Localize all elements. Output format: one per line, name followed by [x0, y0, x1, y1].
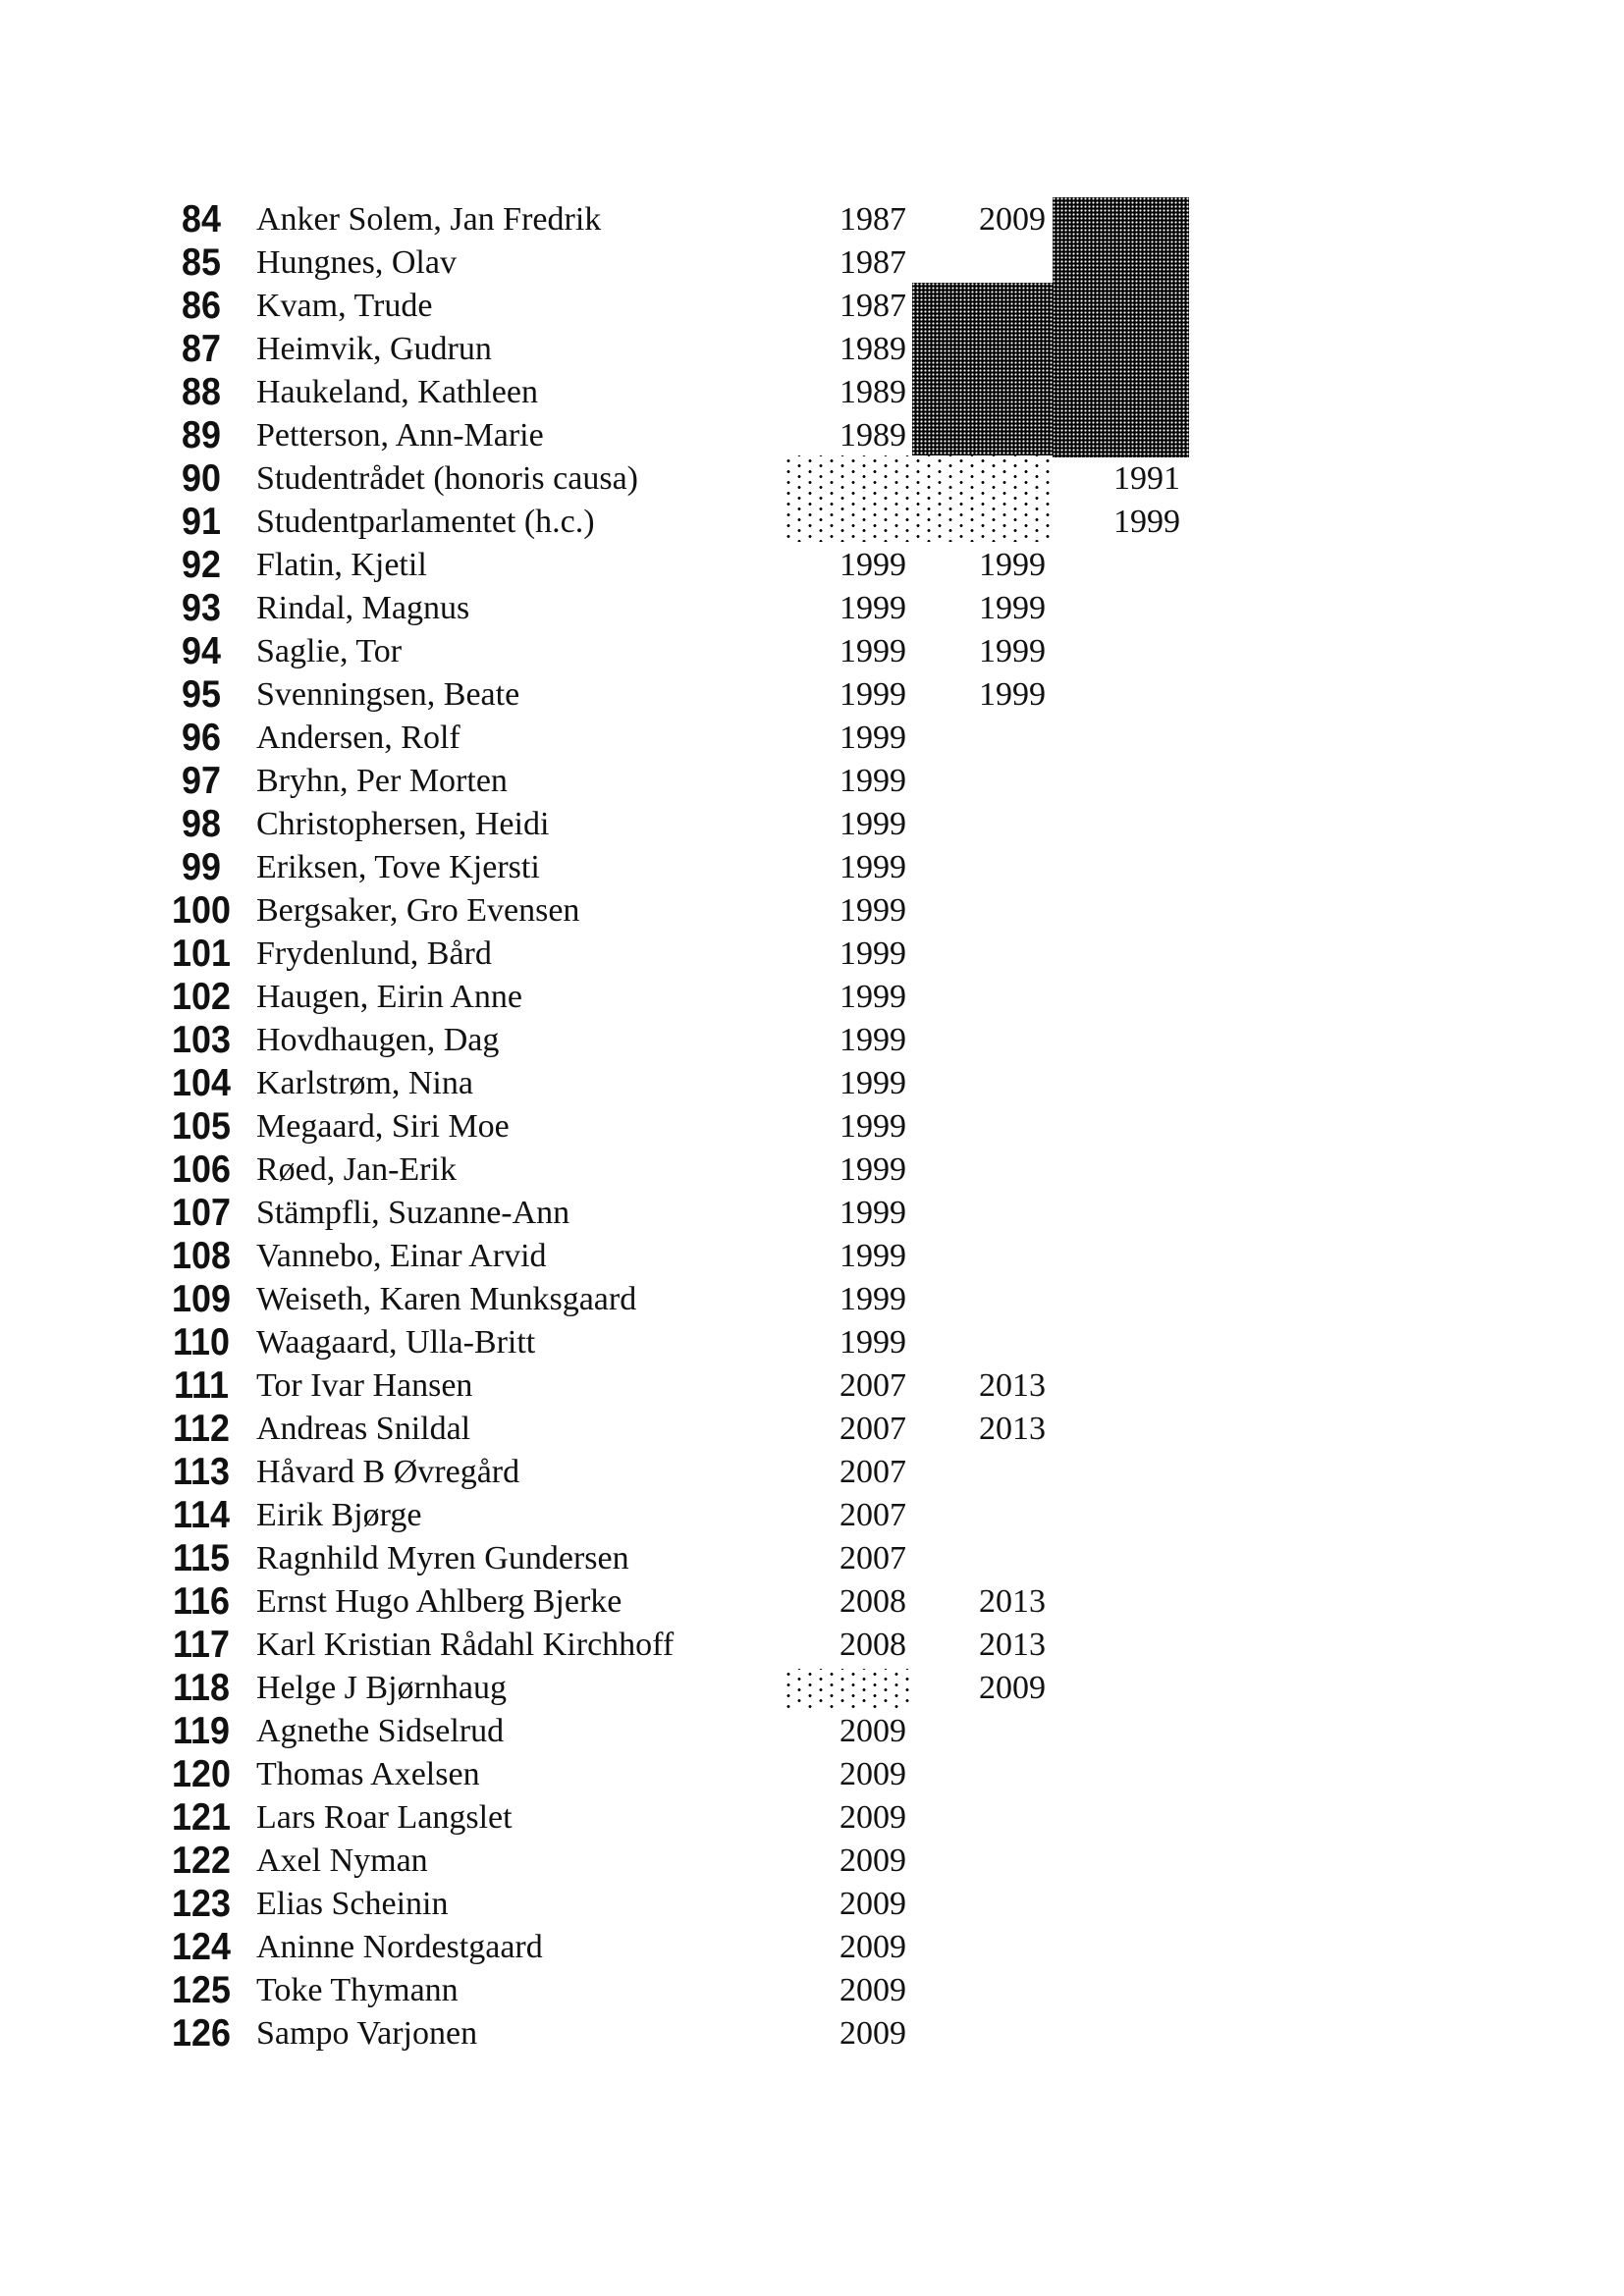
entry-year-y1: 2008 — [839, 1627, 906, 1663]
entry-year-y1: 1999 — [839, 1022, 906, 1058]
list-item — [0, 803, 1624, 846]
list-item — [0, 1321, 1624, 1364]
list-item — [0, 1624, 1624, 1667]
entry-year-y1: 1999 — [839, 1238, 906, 1274]
list-item — [0, 1451, 1624, 1494]
list-item — [0, 717, 1624, 760]
entry-number: 125 — [172, 1969, 231, 2011]
entry-year-y1: 1987 — [839, 244, 906, 281]
entry-number: 101 — [172, 933, 231, 975]
entry-number: 97 — [182, 760, 221, 802]
entry-number: 105 — [172, 1105, 231, 1148]
entry-year-y2: 1999 — [979, 590, 1046, 626]
list-item — [0, 285, 1624, 328]
entry-name: Flatin, Kjetil — [256, 547, 427, 583]
entry-year-y1: 1999 — [839, 892, 906, 929]
list-item — [0, 933, 1624, 976]
entry-number: 98 — [182, 803, 221, 845]
list-item — [0, 1062, 1624, 1105]
entry-year-y2: 2013 — [979, 1411, 1046, 1447]
entry-name: Ragnhild Myren Gundersen — [256, 1540, 629, 1576]
entry-number: 126 — [172, 2012, 231, 2055]
entry-number: 108 — [172, 1235, 231, 1277]
entry-number: 91 — [182, 501, 221, 543]
entry-year-y2: 2009 — [979, 201, 1046, 238]
entry-year-y2: 1999 — [979, 547, 1046, 583]
entry-name: Agnethe Sidselrud — [256, 1713, 505, 1749]
entry-year-y1: 1989 — [839, 417, 906, 454]
entry-name: Haugen, Eirin Anne — [256, 979, 522, 1015]
list-item — [0, 889, 1624, 933]
list-item — [0, 1710, 1624, 1753]
entry-number: 89 — [182, 414, 221, 456]
list-item — [0, 2012, 1624, 2056]
entry-number: 111 — [174, 1364, 229, 1407]
entry-year-y2: 1999 — [979, 633, 1046, 669]
entry-year-y1: 2007 — [839, 1497, 906, 1533]
entry-year-y1: 1987 — [839, 201, 906, 238]
list-item — [0, 1580, 1624, 1624]
list-item — [0, 198, 1624, 241]
entry-year-y2: 2013 — [979, 1367, 1046, 1404]
list-item — [0, 1235, 1624, 1278]
entry-year-y1: 2009 — [839, 1713, 906, 1749]
entry-name: Axel Nyman — [256, 1842, 428, 1879]
list-item — [0, 1105, 1624, 1148]
entry-number: 113 — [173, 1451, 230, 1493]
entry-year-y3: 1991 — [1113, 460, 1180, 497]
list-item — [0, 1148, 1624, 1192]
entry-name: Toke Thymann — [256, 1972, 459, 2008]
list-item — [0, 1926, 1624, 1969]
entry-number: 93 — [182, 587, 221, 629]
entry-year-y1: 1989 — [839, 374, 906, 410]
entry-number: 124 — [172, 1926, 231, 1968]
entry-number: 109 — [172, 1278, 231, 1320]
entry-year-y1: 1999 — [839, 676, 906, 713]
list-item — [0, 1019, 1624, 1062]
entry-number: 104 — [172, 1062, 231, 1104]
entry-year-y1: 2009 — [839, 1756, 906, 1792]
entry-year-y1: 1999 — [839, 849, 906, 885]
list-item — [0, 1494, 1624, 1537]
entry-number: 84 — [182, 198, 221, 240]
entry-name: Frydenlund, Bård — [256, 935, 492, 972]
list-item — [0, 1192, 1624, 1235]
list-item — [0, 501, 1624, 544]
entry-year-y1: 2009 — [839, 1929, 906, 1965]
entry-name: Haukeland, Kathleen — [256, 374, 538, 410]
list-item — [0, 1753, 1624, 1796]
entry-number: 110 — [173, 1321, 230, 1363]
entry-number: 92 — [182, 544, 221, 586]
entry-number: 90 — [182, 457, 221, 500]
entry-name: Røed, Jan-Erik — [256, 1151, 457, 1188]
entry-number: 122 — [172, 1840, 231, 1882]
entry-name: Heimvik, Gudrun — [256, 331, 492, 367]
entry-year-y3: 1999 — [1113, 504, 1180, 540]
entry-year-y1: 2008 — [839, 1583, 906, 1620]
entry-number: 96 — [182, 717, 221, 759]
entry-name: Lars Roar Langslet — [256, 1799, 513, 1836]
entry-year-y1: 1999 — [839, 720, 906, 756]
entry-year-y1: 1999 — [839, 547, 906, 583]
entry-name: Christophersen, Heidi — [256, 806, 550, 842]
entry-year-y1: 2009 — [839, 1799, 906, 1836]
entry-name: Vannebo, Einar Arvid — [256, 1238, 547, 1274]
list-item — [0, 1883, 1624, 1926]
entry-number: 117 — [173, 1624, 230, 1666]
entry-year-y1: 1999 — [839, 633, 906, 669]
entry-year-y1: 2009 — [839, 2015, 906, 2052]
entry-name: Hovdhaugen, Dag — [256, 1022, 500, 1058]
entry-number: 88 — [182, 371, 221, 413]
entry-name: Weiseth, Karen Munksgaard — [256, 1281, 637, 1317]
entry-name: Eirik Bjørge — [256, 1497, 422, 1533]
entry-number: 106 — [172, 1148, 231, 1191]
entry-name: Stämpfli, Suzanne-Ann — [256, 1195, 570, 1231]
list-item — [0, 328, 1624, 371]
entry-year-y1: 2009 — [839, 1886, 906, 1922]
entry-number: 86 — [182, 285, 221, 327]
entry-number: 119 — [173, 1710, 230, 1752]
entry-name: Tor Ivar Hansen — [256, 1367, 473, 1404]
entry-number: 112 — [173, 1408, 230, 1450]
entry-year-y2: 2013 — [979, 1583, 1046, 1620]
entry-year-y1: 2007 — [839, 1454, 906, 1490]
entry-name: Andersen, Rolf — [256, 720, 460, 756]
list-item — [0, 414, 1624, 457]
list-item — [0, 1537, 1624, 1580]
entry-year-y1: 1999 — [839, 1324, 906, 1361]
entry-name: Thomas Axelsen — [256, 1756, 480, 1792]
list-item — [0, 241, 1624, 285]
list-item — [0, 587, 1624, 630]
entry-name: Karlstrøm, Nina — [256, 1065, 473, 1101]
entry-number: 114 — [173, 1494, 230, 1536]
entry-number: 87 — [182, 328, 221, 370]
entry-name: Aninne Nordestgaard — [256, 1929, 543, 1965]
list-item — [0, 760, 1624, 803]
entry-year-y1: 2009 — [839, 1842, 906, 1879]
entry-name: Bergsaker, Gro Evensen — [256, 892, 580, 929]
list-item — [0, 1408, 1624, 1451]
entry-number: 115 — [173, 1537, 230, 1579]
entry-year-y2: 1999 — [979, 676, 1046, 713]
entry-year-y1: 1989 — [839, 331, 906, 367]
list-item — [0, 457, 1624, 501]
entry-number: 116 — [173, 1580, 230, 1623]
entry-year-y1: 2007 — [839, 1540, 906, 1576]
entry-name: Petterson, Ann-Marie — [256, 417, 544, 454]
list-item — [0, 371, 1624, 414]
entry-number: 120 — [172, 1753, 231, 1795]
entry-name: Andreas Snildal — [256, 1411, 471, 1447]
entry-name: Eriksen, Tove Kjersti — [256, 849, 540, 885]
entry-year-y1: 1999 — [839, 1108, 906, 1145]
entry-number: 107 — [172, 1192, 231, 1234]
entry-name: Helge J Bjørnhaug — [256, 1670, 507, 1706]
entry-name: Karl Kristian Rådahl Kirchhoff — [256, 1627, 675, 1663]
entry-name: Ernst Hugo Ahlberg Bjerke — [256, 1583, 623, 1620]
entry-number: 123 — [172, 1883, 231, 1925]
entry-year-y1: 2009 — [839, 1972, 906, 2008]
entry-year-y1: 1999 — [839, 806, 906, 842]
entry-number: 121 — [172, 1796, 231, 1839]
entry-number: 94 — [182, 630, 221, 672]
entry-year-y1: 1999 — [839, 1281, 906, 1317]
entry-year-y1: 1999 — [839, 935, 906, 972]
list-item — [0, 1667, 1624, 1710]
entry-year-y1: 1999 — [839, 763, 906, 799]
entry-year-y1: 1999 — [839, 979, 906, 1015]
entry-number: 100 — [172, 889, 231, 932]
entry-number: 85 — [182, 241, 221, 284]
entry-name: Bryhn, Per Morten — [256, 763, 508, 799]
list-item — [0, 976, 1624, 1019]
entry-name: Elias Scheinin — [256, 1886, 449, 1922]
entry-name: Håvard B Øvregård — [256, 1454, 520, 1490]
entry-name: Sampo Varjonen — [256, 2015, 478, 2052]
entry-year-y1: 2007 — [839, 1367, 906, 1404]
entry-number: 102 — [172, 976, 231, 1018]
list-item — [0, 846, 1624, 889]
entry-name: Svenningsen, Beate — [256, 676, 520, 713]
entry-number: 103 — [172, 1019, 231, 1061]
entry-year-y1: 2007 — [839, 1411, 906, 1447]
entry-name: Waagaard, Ulla-Britt — [256, 1324, 536, 1361]
list-item — [0, 673, 1624, 717]
list-item — [0, 630, 1624, 673]
entry-name: Studentrådet (honoris causa) — [256, 460, 638, 497]
entry-year-y1: 1999 — [839, 590, 906, 626]
list-item — [0, 1840, 1624, 1883]
entry-year-y1: 1999 — [839, 1195, 906, 1231]
entry-year-y2: 2009 — [979, 1670, 1046, 1706]
entry-name: Kvam, Trude — [256, 288, 433, 324]
entry-name: Studentparlamentet (h.c.) — [256, 504, 595, 540]
entry-year-y1: 1999 — [839, 1065, 906, 1101]
entry-name: Anker Solem, Jan Fredrik — [256, 201, 602, 238]
entry-name: Megaard, Siri Moe — [256, 1108, 510, 1145]
entry-number: 118 — [173, 1667, 230, 1709]
list-item — [0, 1278, 1624, 1321]
list-item — [0, 1364, 1624, 1408]
list-item — [0, 1796, 1624, 1840]
list-item — [0, 544, 1624, 587]
entry-name: Hungnes, Olav — [256, 244, 457, 281]
list-item — [0, 1969, 1624, 2012]
entry-year-y2: 2013 — [979, 1627, 1046, 1663]
entry-number: 95 — [182, 673, 221, 716]
entry-name: Rindal, Magnus — [256, 590, 470, 626]
entry-year-y1: 1999 — [839, 1151, 906, 1188]
entry-year-y1: 1987 — [839, 288, 906, 324]
entry-number: 99 — [182, 846, 221, 888]
entry-name: Saglie, Tor — [256, 633, 403, 669]
